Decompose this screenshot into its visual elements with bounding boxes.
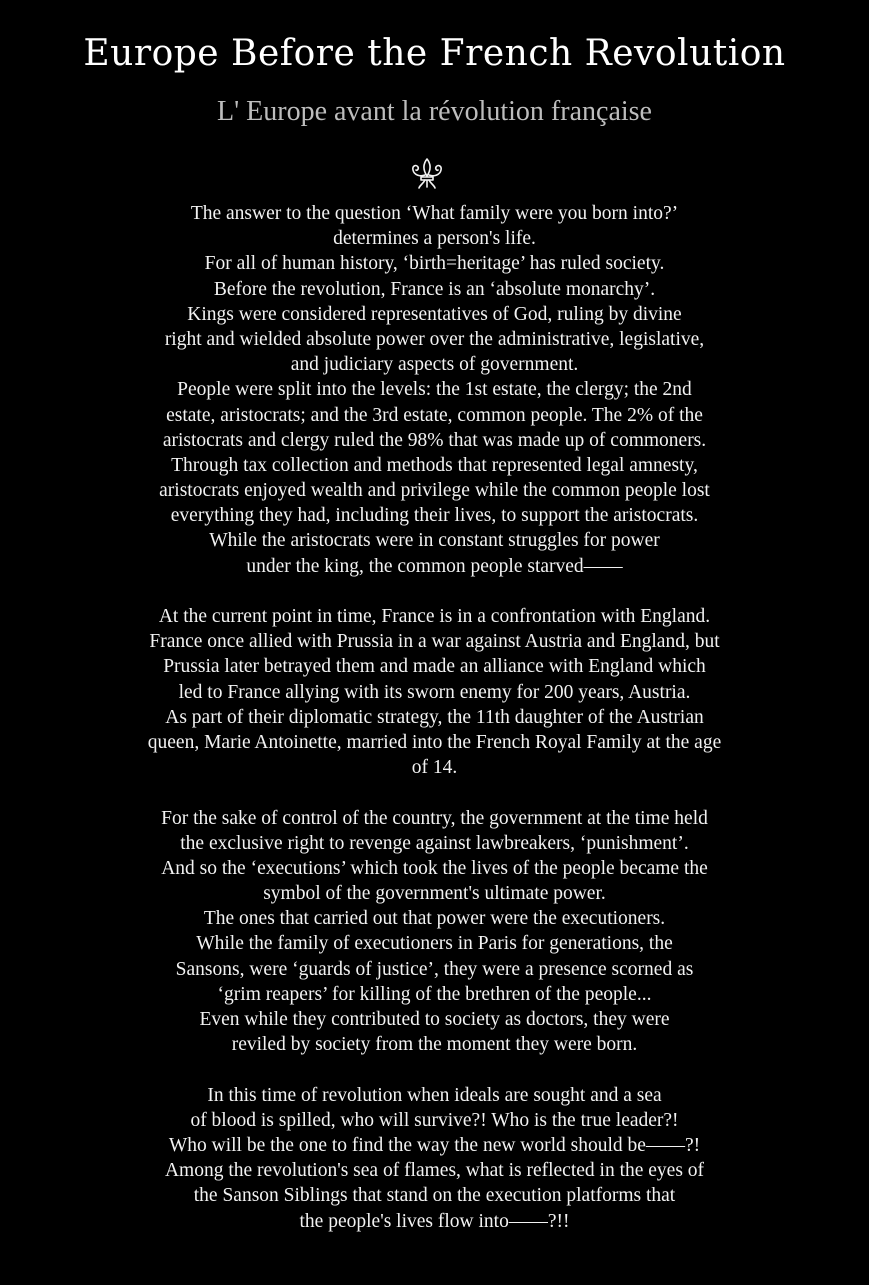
text-line: right and wielded absolute power over the administrative, legislative, — [164, 328, 705, 350]
text-line: and judiciary aspects of government. — [290, 354, 579, 376]
text-line: Through tax collection and methods that represented legal amnesty, — [171, 454, 698, 476]
text-line: everything they had, including their lives, to support the aristocrats. — [170, 505, 699, 527]
paragraph-gap — [0, 579, 869, 604]
paragraph — [0, 806, 869, 1058]
text-line: And so the ‘executions’ which took the lives of the people became the — [161, 857, 708, 879]
text-line: Who will be the one to find the way the new world should be——?! — [168, 1134, 701, 1156]
text-line: At the current point in time, France is in a confrontation with England. — [158, 606, 711, 627]
text-line: determines a person's life. — [333, 228, 536, 250]
text-line: The ones that carried out that power were the executioners. — [203, 908, 666, 930]
text-line: Prussia later betrayed them and made an alliance with England which — [163, 656, 706, 678]
text-line: Kings were considered representatives of God, ruling by divine — [187, 303, 682, 325]
text-line: While the aristocrats were in constant struggles for power — [209, 530, 660, 552]
text-line: the exclusive right to revenge against lawbreakers, ‘punishment’. — [180, 832, 689, 854]
intro-text — [0, 201, 869, 1234]
text-line: France once allied with Prussia in a war against Austria and England, but — [149, 631, 720, 653]
text-line: Before the revolution, France is an ‘absolute monarchy’. — [213, 278, 656, 300]
page-title: Europe Before the French Revolution — [83, 33, 786, 74]
text-line: Even while they contributed to society as doctors, they were — [199, 1009, 670, 1030]
text-line: People were split into the levels: the 1st estate, the clergy; the 2nd — [177, 379, 692, 401]
text-line: the people's lives flow into——?!! — [299, 1210, 570, 1232]
paragraph — [0, 1083, 869, 1234]
text-line: For all of human history, ‘birth=heritage’ has ruled society. — [204, 253, 665, 275]
text-line: queen, Marie Antoinette, married into the French Royal Family at the age — [147, 731, 722, 753]
text-line: For the sake of control of the country, the government at the time held — [161, 807, 708, 829]
text-line: under the king, the common people starved—— — [246, 555, 623, 577]
text-line: Sansons, were ‘guards of justice’, they were a presence scorned as — [175, 958, 694, 980]
text-line: led to France allying with its sworn enemy for 200 years, Austria. — [178, 681, 691, 703]
text-line: the Sanson Siblings that stand on the execution platforms that — [193, 1185, 676, 1207]
text-line: aristocrats enjoyed wealth and privilege while the common people lost — [159, 480, 710, 502]
text-line: of blood is spilled, who will survive?! Who is the true leader?! — [190, 1109, 679, 1131]
fleur-de-lis-icon — [410, 157, 444, 191]
text-line: symbol of the government's ultimate power. — [263, 883, 606, 905]
text-line: aristocrats and clergy ruled the 98% that was made up of commoners. — [162, 429, 707, 451]
paragraph — [0, 604, 869, 780]
text-line: While the family of executioners in Paris for generations, the — [196, 933, 673, 955]
paragraph-gap — [0, 1057, 869, 1082]
text-line: Among the revolution's sea of flames, what is reflected in the eyes of — [164, 1160, 705, 1182]
paragraph — [0, 201, 869, 579]
text-line: ‘grim reapers’ for killing of the brethren of the people... — [217, 983, 652, 1005]
text-line: The answer to the question ‘What family were you born into?’ — [190, 203, 679, 224]
text-line: In this time of revolution when ideals are sought and a sea — [207, 1084, 662, 1106]
text-line: estate, aristocrats; and the 3rd estate, common people. The 2% of the — [166, 404, 703, 426]
text-line: reviled by society from the moment they were born. — [231, 1034, 638, 1056]
page-subtitle: L' Europe avant la révolution française — [217, 96, 652, 127]
text-line: As part of their diplomatic strategy, the 11th daughter of the Austrian — [165, 706, 704, 728]
text-line: of 14. — [411, 757, 458, 779]
paragraph-gap — [0, 780, 869, 805]
